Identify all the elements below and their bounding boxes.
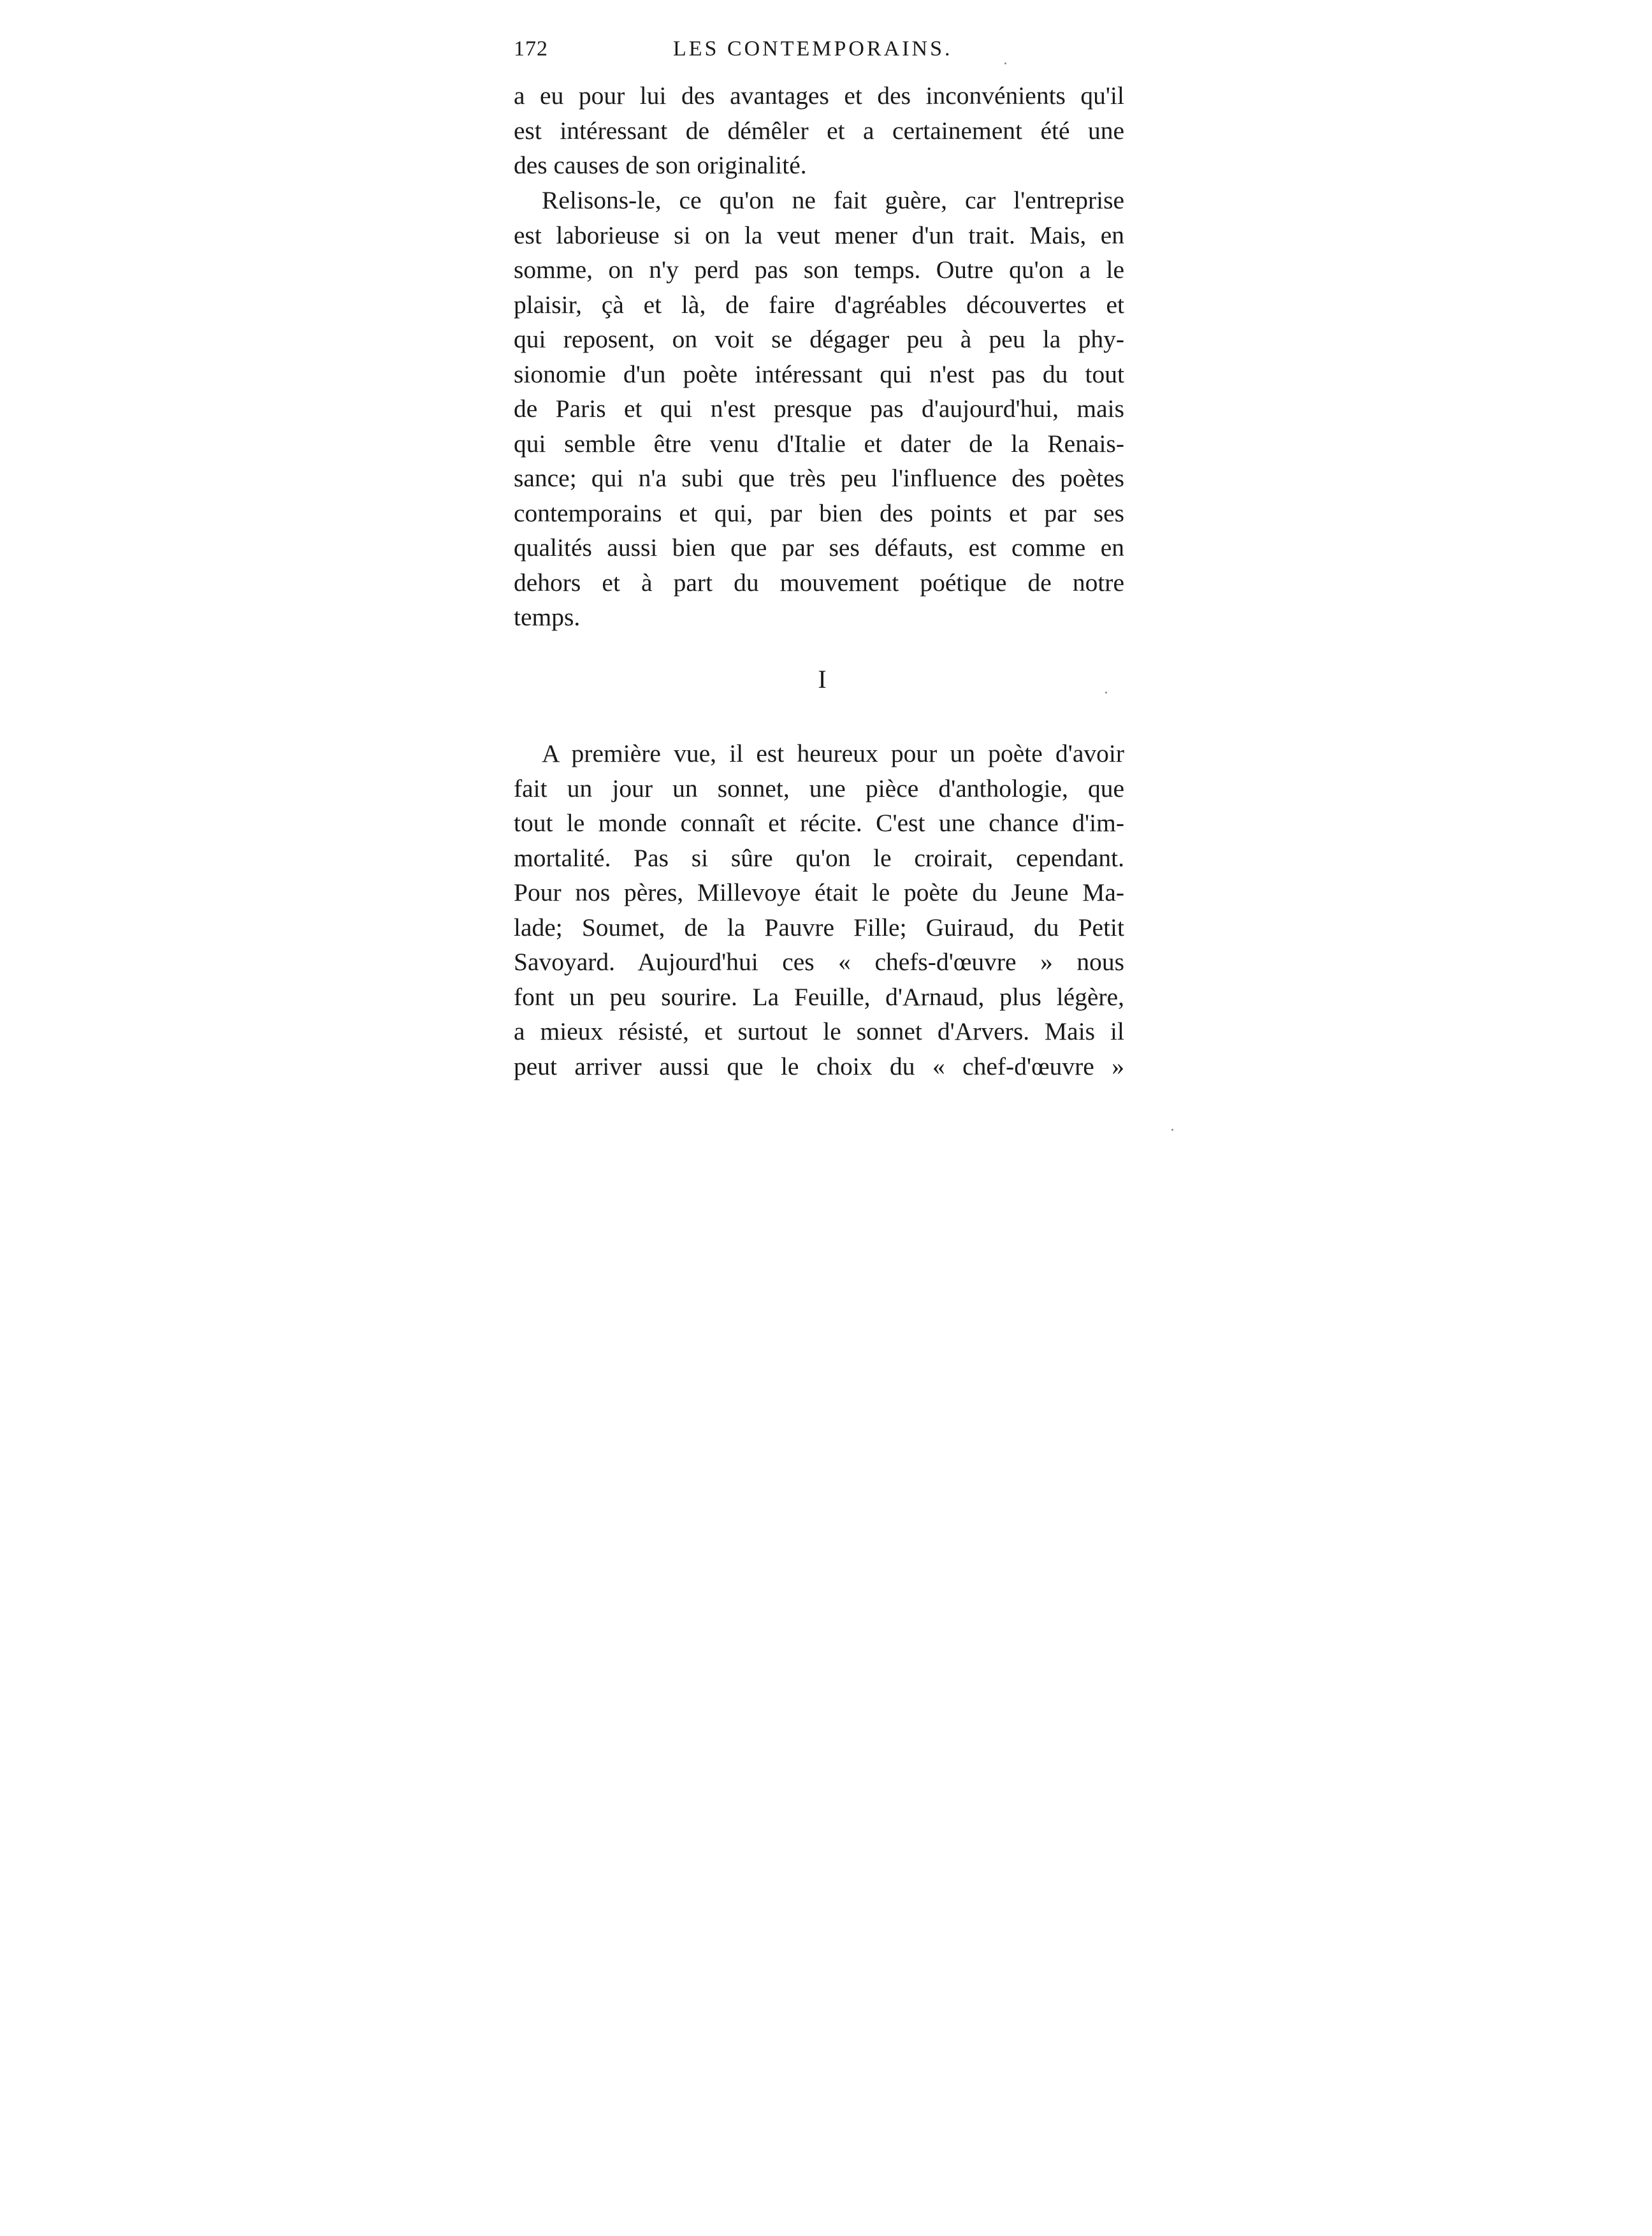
text-line: Relisons-le, ce qu'on ne fait guère, car l'entreprise (542, 186, 1124, 214)
text-line: des causes de son originalité. (514, 151, 807, 179)
paragraph-2 (514, 183, 1124, 635)
text-line: a mieux résisté, et surtout le sonnet d'Arvers. Mais il (514, 1017, 1124, 1045)
running-head (514, 33, 1124, 71)
scan-speck (1171, 1129, 1173, 1131)
text-line: peut arriver aussi que le choix du « chef-d'œuvre » (514, 1052, 1124, 1080)
page-number: 172 (514, 37, 548, 61)
text-line: lade; Soumet, de la Pauvre Fille; Guiraud, du Petit (514, 913, 1124, 941)
scan-speck (1004, 62, 1006, 64)
text-line: de Paris et qui n'est presque pas d'aujourd'hui, mais (514, 395, 1124, 423)
running-title: LES CONTEMPORAINS. (673, 37, 953, 61)
text-line: est intéressant de démêler et a certainement été une (514, 116, 1124, 145)
text-line: mortalité. Pas si sûre qu'on le croirait, cependant. (514, 843, 1124, 872)
text-line: somme, on n'y perd pas son temps. Outre qu'on a le (514, 256, 1124, 284)
text-line: sionomie d'un poète intéressant qui n'est pas du tout (514, 359, 1124, 388)
text-line: sance; qui n'a subi que très peu l'influence des poètes (514, 464, 1124, 492)
text-line: a eu pour lui des avantages et des inconvénients qu'il (514, 82, 1124, 110)
section-heading: I (818, 665, 827, 693)
text-line: Pour nos pères, Millevoye était le poète du Jeune Ma- (514, 878, 1124, 906)
text-line: tout le monde connaît et récite. C'est une chance d'im- (514, 809, 1124, 837)
text-line: plaisir, çà et là, de faire d'agréables découvertes et (514, 290, 1124, 319)
paragraph-1 (514, 78, 1124, 183)
text-line: qui semble être venu d'Italie et dater de la Renais- (514, 429, 1124, 458)
text-line: dehors et à part du mouvement poétique de notre (514, 568, 1124, 597)
scan-speck (1105, 692, 1107, 693)
text-line: qui reposent, on voit se dégager peu à peu la phy- (514, 325, 1124, 353)
text-line: Savoyard. Aujourd'hui ces « chefs-d'œuvre » nous (514, 948, 1124, 976)
text-line: temps. (514, 603, 581, 631)
text-line: fait un jour un sonnet, une pièce d'anthologie, que (514, 774, 1124, 802)
paragraph-3 (514, 736, 1124, 1084)
text-line: A première vue, il est heureux pour un poète d'avoir (542, 739, 1124, 767)
text-line: qualités aussi bien que par ses défauts, est comme en (514, 534, 1124, 562)
text-line: est laborieuse si on la veut mener d'un trait. Mais, en (514, 221, 1124, 249)
text-line: contemporains et qui, par bien des points et par ses (514, 498, 1124, 527)
text-line: font un peu sourire. La Feuille, d'Arnaud, plus légère, (514, 982, 1124, 1011)
